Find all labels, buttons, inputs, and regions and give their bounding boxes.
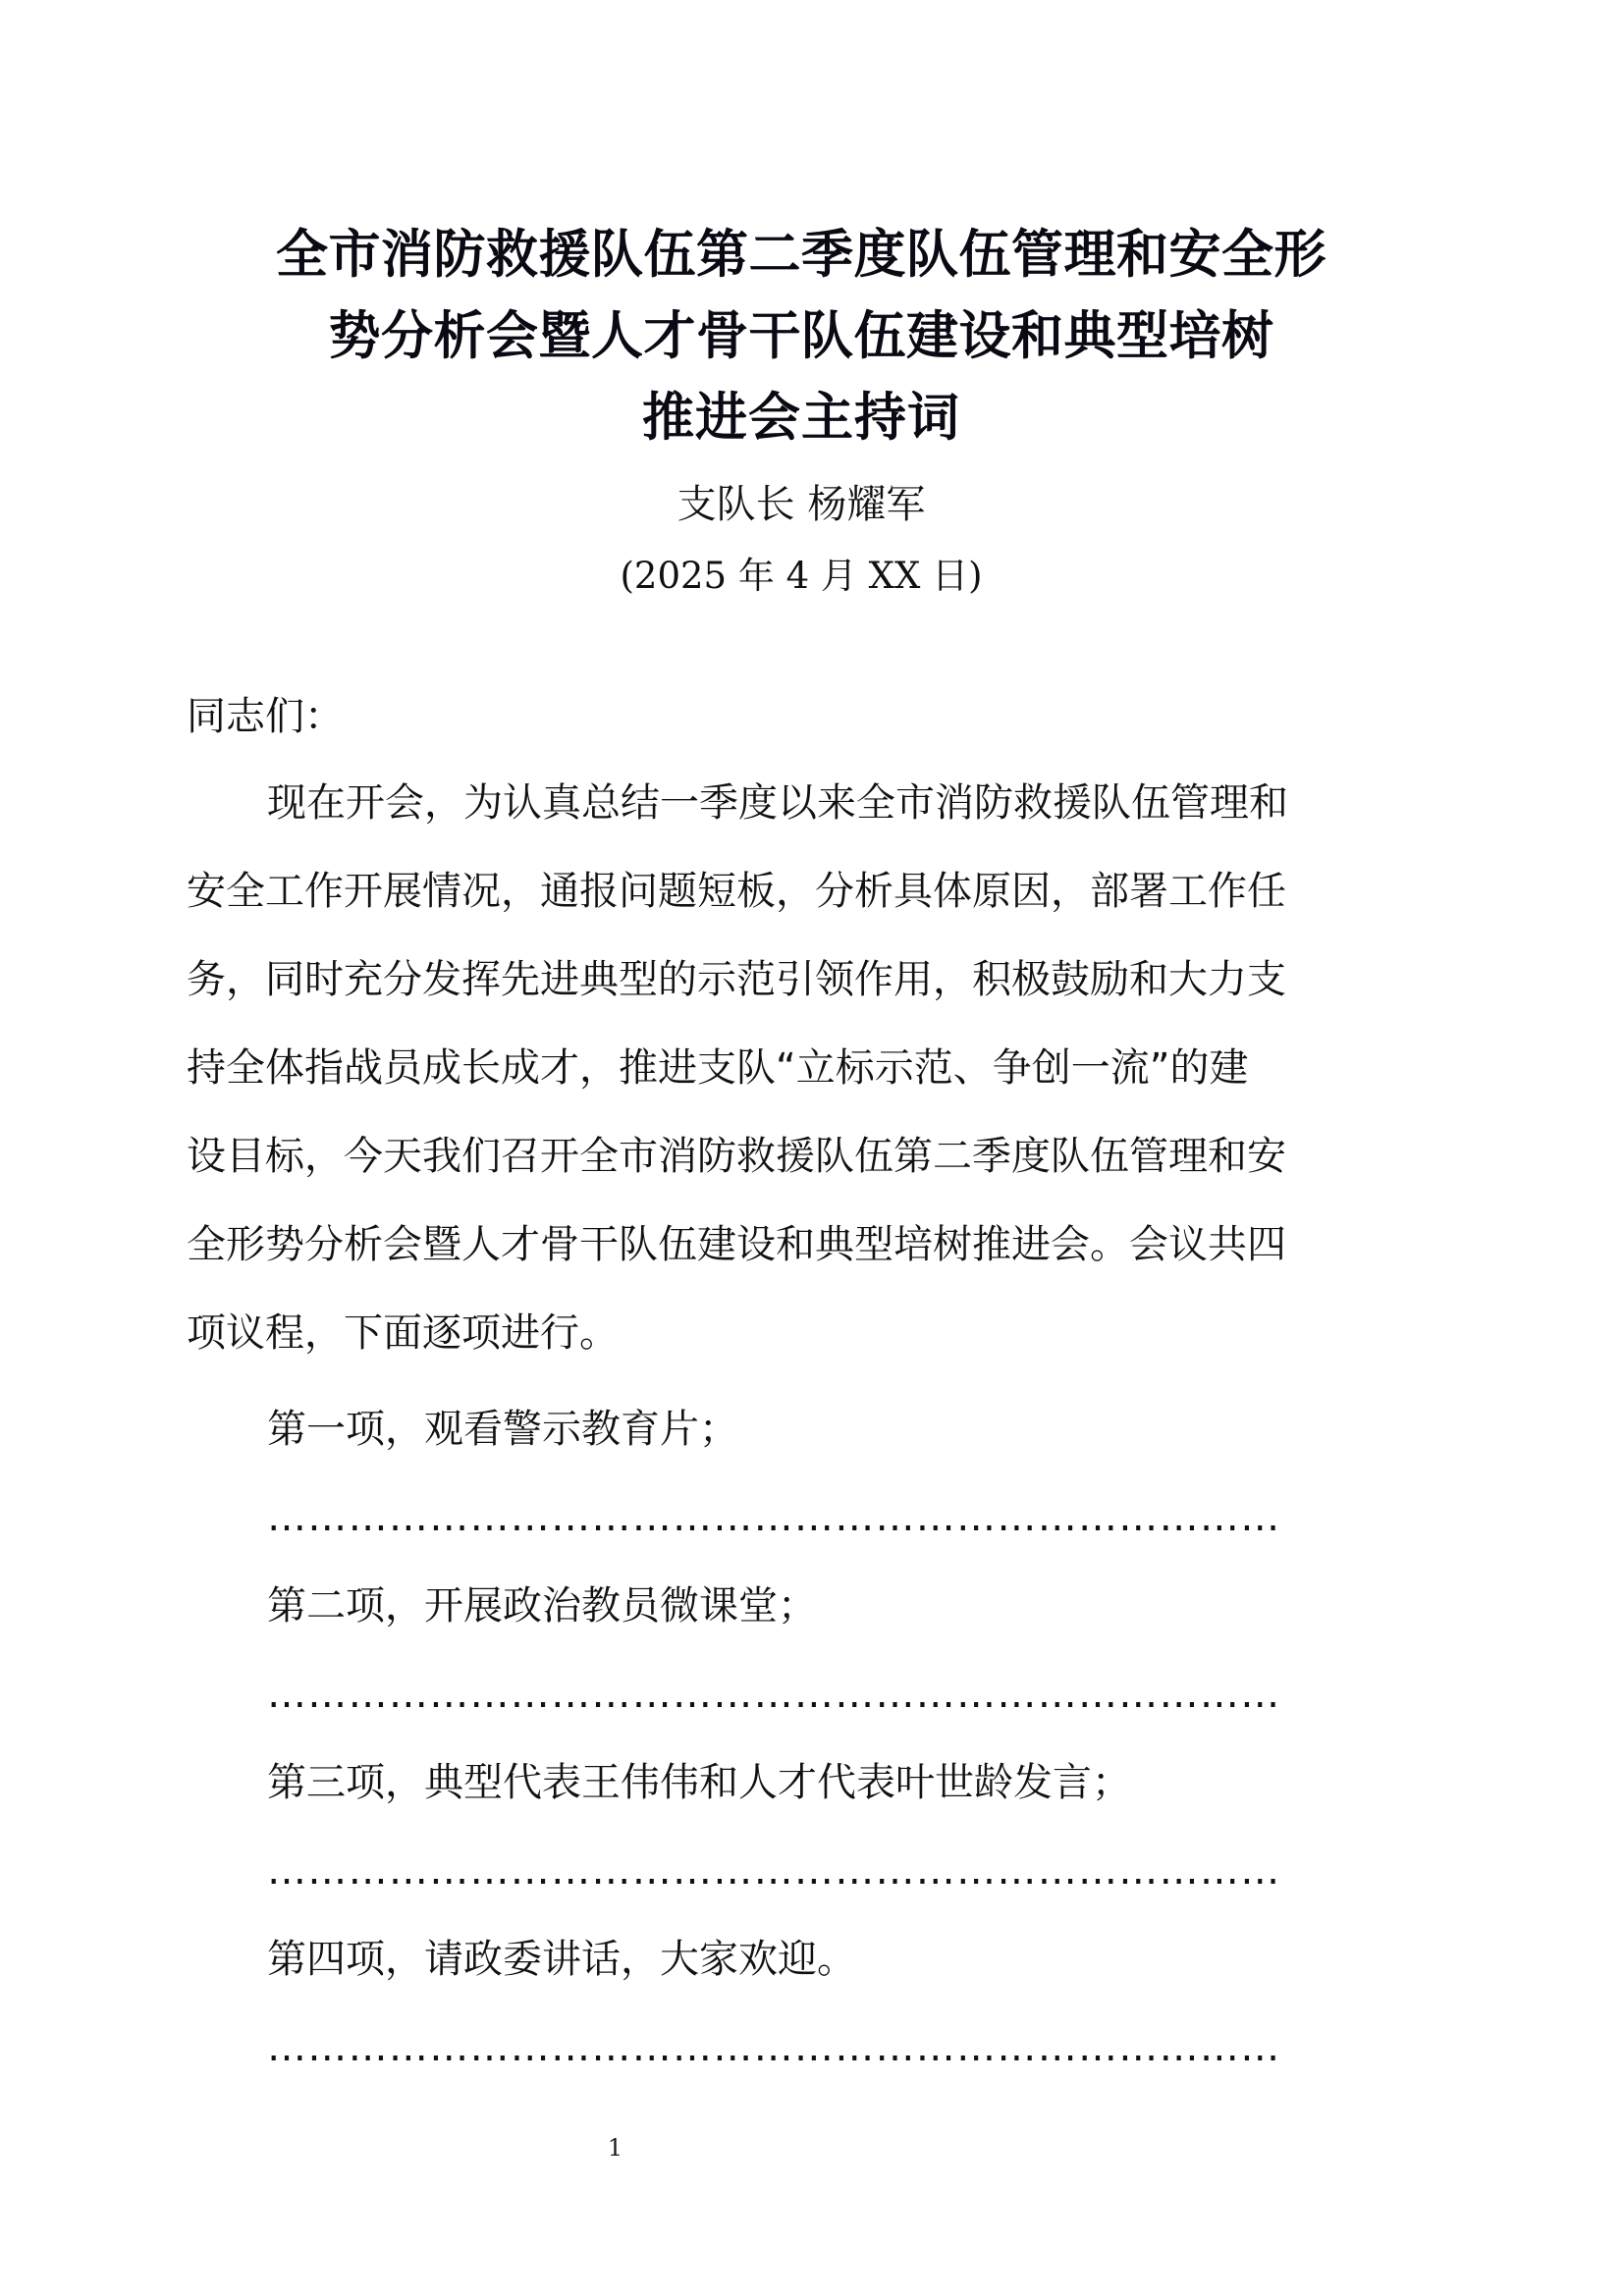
paragraph-line: 现在开会，为认真总结一季度以来全市消防救援队伍管理和 — [267, 780, 1288, 826]
paragraph-line: 设目标，今天我们召开全市消防救援队伍第二季度队伍管理和安 — [187, 1134, 1286, 1179]
title-line-3: 推进会主持词 — [642, 388, 960, 448]
paragraph-line: 全形势分析会暨人才骨干队伍建设和典型培树推进会。会议共四 — [187, 1222, 1286, 1267]
agenda-item-2 — [187, 1562, 1416, 1738]
salutation: 同志们： — [187, 694, 344, 739]
agenda-item-text: 第一项，观看警示教育片； — [267, 1407, 738, 1452]
agenda-item-text: 第三项，典型代表王伟伟和人才代表叶世龄发言； — [267, 1760, 1131, 1805]
agenda-item-leader-dots: ………………………………………………………………… — [267, 1672, 1281, 1717]
page-footer — [0, 2132, 1623, 2163]
page-content — [187, 0, 1416, 2092]
title-line-1: 全市消防救援队伍第二季度队伍管理和安全形 — [276, 225, 1326, 285]
title-line-2: 势分析会暨人才骨干队伍建设和典型培树 — [328, 306, 1274, 366]
page-title — [187, 0, 1416, 458]
paragraph-line: 安全工作开展情况，通报问题短板，分析具体原因，部署工作任 — [187, 869, 1286, 914]
agenda-item-4 — [187, 1915, 1416, 2092]
agenda-item-leader-dots: ………………………………………………………………… — [267, 1848, 1281, 1894]
agenda-item-1 — [187, 1385, 1416, 1562]
agenda-list — [187, 1377, 1416, 2092]
opening-paragraph — [187, 745, 1416, 1377]
agenda-item-text: 第四项，请政委讲话，大家欢迎。 — [267, 1937, 856, 1982]
agenda-item-leader-dots: ………………………………………………………………… — [267, 1495, 1281, 1540]
paragraph-line: 持全体指战员成长成才，推进支队“立标示范、争创一流”的建 — [187, 1045, 1249, 1091]
agenda-item-3 — [187, 1738, 1416, 1915]
paragraph-line: 务，同时充分发挥先进典型的示范引领作用，积极鼓励和大力支 — [187, 957, 1286, 1002]
page-number: 1 — [607, 2134, 623, 2162]
agenda-item-leader-dots: ………………………………………………………………… — [267, 2025, 1281, 2070]
paragraph-line: 项议程，下面逐项进行。 — [187, 1310, 619, 1356]
agenda-item-text: 第二项，开展政治教员微课堂； — [267, 1583, 817, 1629]
author-byline: 支队长 杨耀军 — [676, 482, 926, 527]
document-date: (2025 年 4 月 XX 日) — [620, 555, 983, 597]
